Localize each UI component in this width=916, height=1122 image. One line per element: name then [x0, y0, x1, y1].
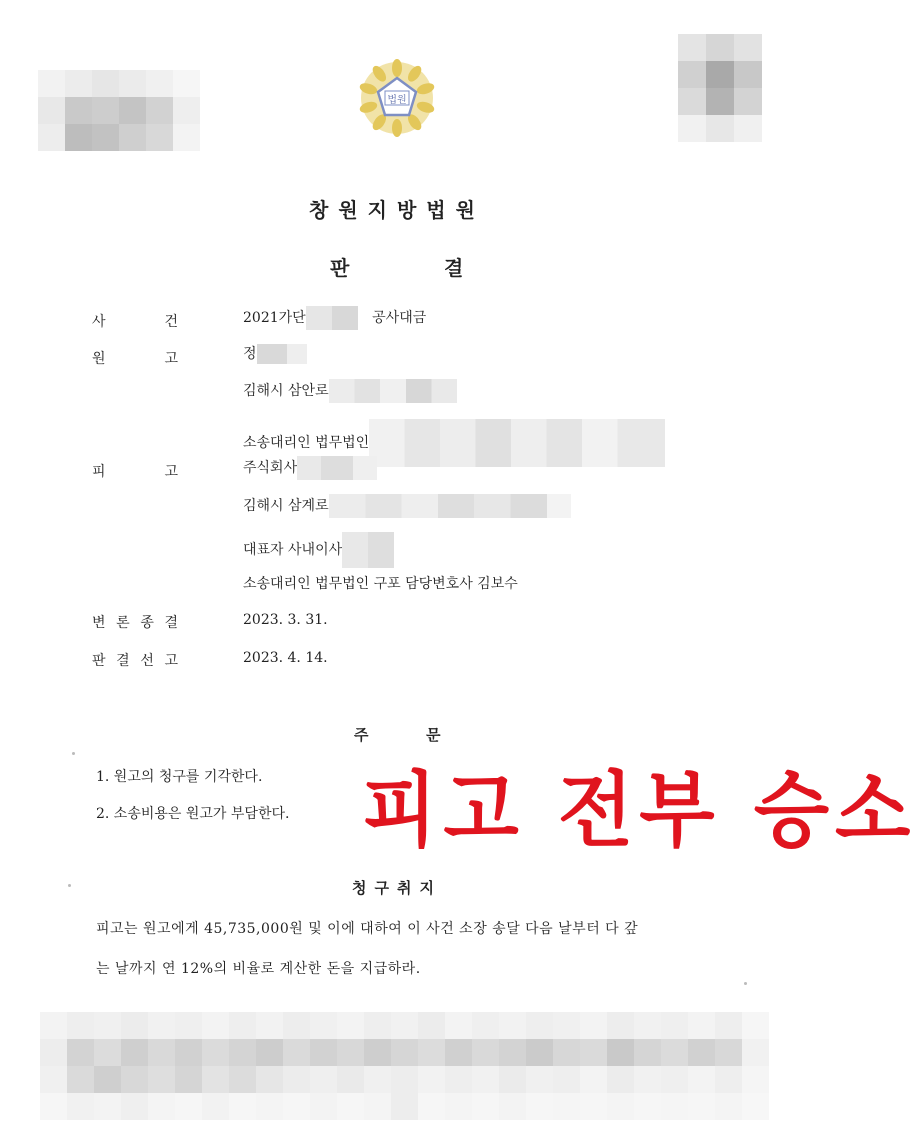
- seal-text: 법원: [387, 95, 407, 106]
- redacted-defendant-address: [329, 494, 571, 518]
- claim-line-1: 피고는 원고에게 45,735,000원 및 이에 대하여 이 사건 소장 송달 다음 날부터 다 갚: [96, 921, 639, 937]
- closing-argument-label: 변 론 종 결: [92, 615, 178, 631]
- plaintiff-name: 정: [243, 343, 307, 364]
- redacted-plaintiff-name: [257, 344, 307, 364]
- case-name: 공사대금: [372, 310, 427, 326]
- claim-line-2: 는 날까지 연 12%의 비율로 계산한 돈을 지급하라.: [96, 961, 421, 977]
- redacted-defendant-company: [297, 456, 377, 480]
- case-number-prefix: 2021가단: [243, 310, 306, 326]
- victory-stamp: 피고 전부 승소: [362, 764, 916, 859]
- order-item-1: 1. 원고의 청구를 기각한다.: [96, 769, 263, 785]
- defendant-address: 김해시 삼계로: [243, 494, 571, 518]
- case-value: [243, 306, 426, 330]
- order-title-char-2: 문: [426, 726, 441, 744]
- judgment-date-label: 판 결 선 고: [92, 653, 178, 669]
- plaintiff-counsel: 소송대리인 법무법인: [243, 419, 665, 467]
- judgment-date: 2023. 4. 14.: [243, 650, 328, 666]
- order-title-char-1: 주: [354, 726, 369, 744]
- scan-speck: [72, 752, 75, 755]
- defendant-label: 피 고: [92, 464, 178, 480]
- plaintiff-address: 김해시 삼안로: [243, 379, 457, 403]
- scan-speck: [68, 884, 71, 887]
- redacted-block-top-right: [678, 34, 762, 142]
- plaintiff-label: 원 고: [92, 351, 178, 367]
- doc-type-char-1: 판: [330, 256, 350, 280]
- order-item-2: 2. 소송비용은 원고가 부담한다.: [96, 806, 290, 822]
- defendant-counsel: 소송대리인 법무법인 구포 담당변호사 김보수: [243, 576, 518, 592]
- redacted-block-bottom: [40, 1012, 770, 1120]
- doc-type-char-2: 결: [444, 256, 464, 280]
- claim-title: 청구취지: [352, 879, 442, 897]
- case-label: 사 건: [92, 314, 178, 330]
- redacted-plaintiff-counsel: [369, 419, 665, 467]
- redacted-plaintiff-address: [329, 379, 457, 403]
- defendant-company: 주식회사: [243, 456, 377, 480]
- court-name: 창원지방법원: [309, 198, 485, 222]
- redacted-representative-name: [342, 532, 394, 568]
- redacted-block-top-left: [38, 70, 200, 150]
- scan-speck: [744, 982, 747, 985]
- closing-argument-date: 2023. 3. 31.: [243, 612, 328, 628]
- defendant-representative: 대표자 사내이사: [243, 532, 394, 568]
- redacted-case-number: [306, 306, 358, 330]
